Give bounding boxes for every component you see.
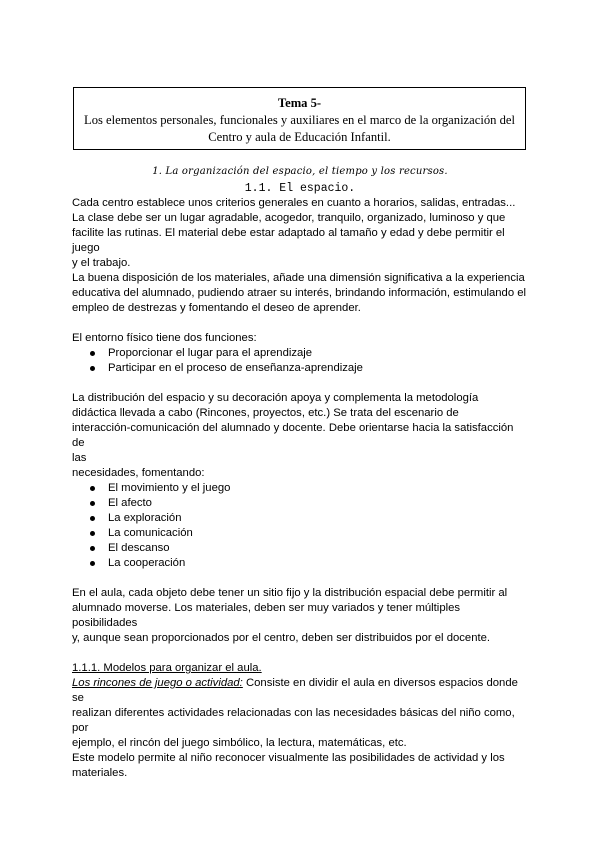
- text-line: Cada centro establece unos criterios generales en cuanto a horarios, salidas, entradas...: [72, 197, 516, 209]
- text-line: [72, 676, 528, 706]
- text-line: realizan diferentes actividades relacionadas con las necesidades básicas del niño como, por: [72, 707, 515, 734]
- text-line: La buena disposición de los materiales, añade una dimensión significativa a la experiencia: [72, 272, 525, 284]
- text-line: las: [72, 452, 87, 464]
- models-term-desc: Consiste en dividir el aula en diversos espacios donde se: [72, 677, 518, 704]
- models-heading: 1.1.1. Modelos para organizar el aula.: [72, 662, 262, 674]
- spacer: [72, 316, 528, 331]
- document-body: [72, 196, 528, 781]
- section-heading: 1. La organización del espacio, el tiempo y los recursos.: [152, 166, 448, 177]
- list-item: El afecto: [72, 496, 528, 511]
- text-line: facilite las rutinas. El material debe estar adaptado al tamaño y edad y debe permitir el juego: [72, 227, 505, 254]
- text-line: El entorno físico tiene dos funciones:: [72, 332, 257, 344]
- list-item: Proporcionar el lugar para el aprendizaje: [72, 346, 528, 361]
- text-line: Este modelo permite al niño reconocer visualmente las posibilidades de actividad y los: [72, 752, 505, 764]
- needs-list: [72, 481, 528, 571]
- text-line: La clase debe ser un lugar agradable, acogedor, tranquilo, organizado, luminoso y que: [72, 212, 506, 224]
- text-line: y el trabajo.: [72, 257, 131, 269]
- spacer: [72, 646, 528, 661]
- subsection-heading: 1.1. El espacio.: [244, 182, 356, 195]
- text-line: alumnado moverse. Los materiales, deben ser muy variados y tener múltiples posibilidades: [72, 602, 461, 629]
- document-title: Tema 5-: [277, 96, 322, 110]
- text-line: didáctica llevada a cabo (Rincones, proyectos, etc.) Se trata del escenario de: [72, 407, 459, 419]
- text-line: necesidades, fomentando:: [72, 467, 205, 479]
- document-subtitle-line-2: Centro y aula de Educación Infantil.: [208, 130, 391, 144]
- text-line: interacción-comunicación del alumnado y docente. Debe orientarse hacia la satisfacción de: [72, 422, 514, 449]
- text-line: educativa del alumnado, pudiendo atraer su interés, brindando información, estimulando el: [72, 287, 527, 299]
- spacer: [72, 376, 528, 391]
- list-item: El movimiento y el juego: [72, 481, 528, 496]
- document-subtitle-line-1: Los elementos personales, funcionales y auxiliares en el marco de la organización del: [84, 113, 515, 127]
- list-item: El descanso: [72, 541, 528, 556]
- text-line: En el aula, cada objeto debe tener un sitio fijo y la distribución espacial debe permitir al: [72, 587, 508, 599]
- text-line: ejemplo, el rincón del juego simbólico, la lectura, matemáticas, etc.: [72, 737, 407, 749]
- list-item: La cooperación: [72, 556, 528, 571]
- list-item: Participar en el proceso de enseñanza-aprendizaje: [72, 361, 528, 376]
- list-item: La exploración: [72, 511, 528, 526]
- models-term: Los rincones de juego o actividad:: [72, 677, 243, 689]
- text-line: materiales.: [72, 767, 128, 779]
- text-line: empleo de destrezas y fomentando el deseo de aprender.: [72, 302, 361, 314]
- list-item: La comunicación: [72, 526, 528, 541]
- spacer: [72, 571, 528, 586]
- text-line: La distribución del espacio y su decoración apoya y complementa la metodología: [72, 392, 479, 404]
- title-box: [73, 87, 526, 150]
- text-line: y, aunque sean proporcionados por el centro, deben ser distribuidos por el docente.: [72, 632, 491, 644]
- functions-list: [72, 346, 528, 376]
